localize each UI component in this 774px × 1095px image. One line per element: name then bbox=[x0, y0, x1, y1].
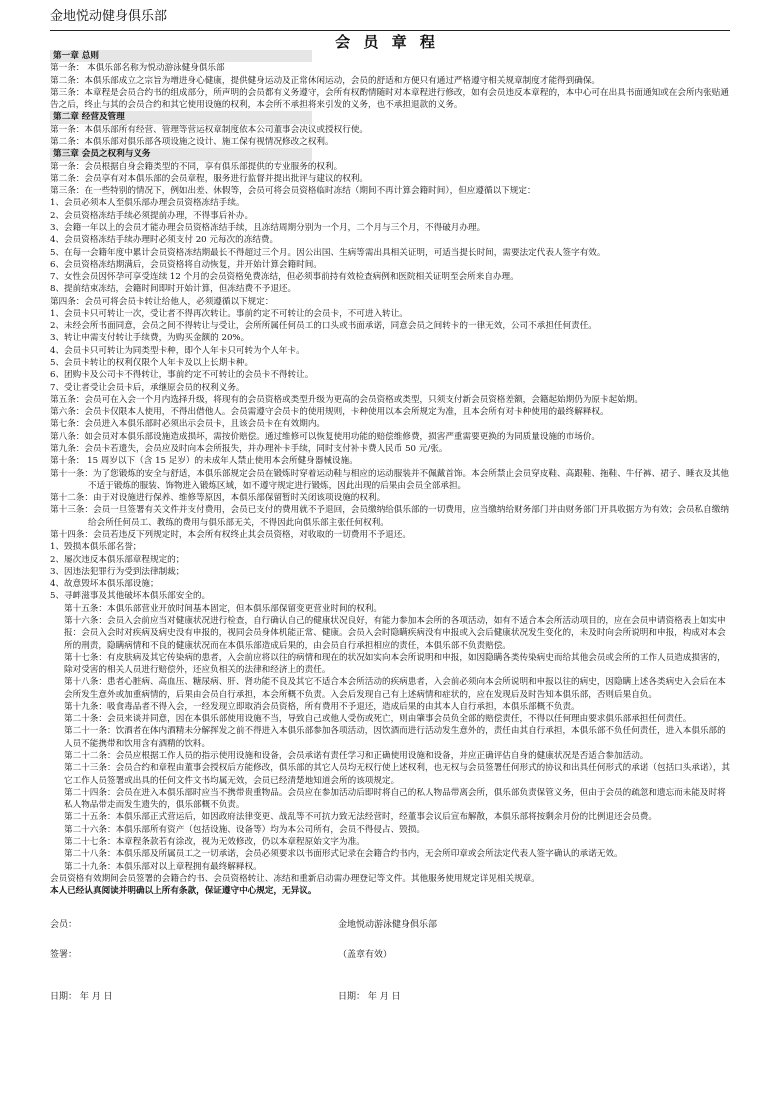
seal-note: （盖章有效） bbox=[338, 950, 393, 961]
charter-body bbox=[50, 50, 734, 1011]
clause-text: 第十五条：本俱乐部营业开放时间基本固定，但本俱乐部保留变更营业时间的权利。 bbox=[64, 603, 382, 614]
clause-text: 第二十七条：本章程条款若有涂改，视为无效修改，仍以本章程原始文字为准。 bbox=[64, 837, 365, 847]
clause-text: 第五条：会员可在入会一个月内选择升级，将现有的会员资格或类型升级为更高的会员资格或类型，只须支付新会员资格差额，会籍起始期仍为原卡起始期。 bbox=[50, 394, 643, 405]
clause-text: 第十七条：有皮肤病及其它传染病的患者，入会前应将以往的病情和现在的状况如实向本会所说明和申报，如因隐瞒各类传染病史而给其他会员或会所的工作人员造成损害的，除对受害的相关人员进行赔偿外，还应负相关的法律和经济上的责任。 bbox=[64, 652, 726, 676]
clause-text: 第二十二条：会员应根据工作人员的指示使用设施和设备，会员承诺有责任学习和正确使用设施和设备，并应正确评估自身的健康状况是否适合参加活动。 bbox=[64, 751, 649, 762]
clause-text: 4、会员资格冻结手续办理时必须支付 20 元每次的冻结费。 bbox=[50, 235, 279, 246]
sign-label: 签署： bbox=[50, 950, 78, 961]
clause-text: 第八条：如会员对本俱乐部设施造成损坏，需按价赔偿。通过维修可以恢复使用功能的赔偿维修费，损害严重需要更换的为同质量设施的市场价。 bbox=[50, 431, 601, 442]
clause-text: 4、会员卡只可转让为同类型卡种，即个人年卡只可转为个人年卡。 bbox=[50, 345, 305, 356]
member-label: 会员： bbox=[50, 920, 78, 931]
clause-text: 第七条：会员进入本俱乐部时必须出示会员卡，且该会员卡在有效期内。 bbox=[50, 419, 326, 430]
date-right: 日期： 年 月 日 bbox=[338, 992, 401, 1003]
date-left: 日期： 年 月 日 bbox=[50, 992, 113, 1003]
clause-text: 第十一条：为了您锻炼的安全与舒适，本俱乐部规定会员在锻炼时穿着运动鞋与相应的运动服装并不佩戴首饰。本会所禁止会员穿皮鞋、高跟鞋、拖鞋、牛仔裤、裙子、睡衣及其他不适于锻炼的服装、饰物进入锻炼区域，如不遵守规定进行锻炼，因此出现的后果由会员全部承担。 bbox=[50, 468, 729, 491]
clause-text: 第十二条：由于对设施进行保养、维修等原因，本俱乐部保留暂时关闭该项设施的权利。 bbox=[50, 493, 386, 504]
clause-text: 第十三条：会员一旦签署有关文件并支付费用，会员已支付的费用就不予退回，会员缴纳给俱乐部的一切费用，应当缴纳给财务部门并由财务部门开具收据方为有效；会员私自缴纳给会所任何员工、教练的费用与俱乐部无关，不得因此向俱乐部主张任何权利。 bbox=[50, 505, 729, 528]
clause-text: 2、屡次违反本俱乐部章程规定的； bbox=[50, 554, 185, 565]
clause-text: 第九条：会员卡若遗失，会员应及时向本会所报失，并办理补卡手续，同时支付补卡费人民币 50 元/张。 bbox=[50, 444, 448, 454]
charter-clauses bbox=[50, 50, 734, 897]
header-org-name: 金地悦动健身俱乐部 bbox=[50, 9, 168, 24]
clause-text: 第二十四条：会员在进入本俱乐部时应当不携带贵重物品。会员应在参加活动后即时将自己的私人物品带离会所，俱乐部负责保管义务，但由于会员的疏忽和遗忘而未能及时将私人物品带走而发生遗失的，俱乐部概不负责。 bbox=[64, 787, 726, 811]
chapter-heading: 第一章 总则 bbox=[50, 50, 312, 62]
clause-text: 3、转让申需支付转让手续费，为购买金额的 20%。 bbox=[50, 333, 250, 344]
clause-text: 第二十一条：饮酒者在体内酒精未分解挥发之前不得进入本俱乐部参加各项活动，因饮酒而进行活动发生意外的，责任由其自行承担，本俱乐部不负任何责任，进入本俱乐部的人员不能携带和饮用含有酒精的饮料。 bbox=[64, 726, 726, 749]
clause-text: 第二十九条：本俱乐部对以上章程拥有最终解释权。 bbox=[64, 861, 262, 872]
clause-text: 第一条：会员根据自身会籍类型的不同，享有俱乐部提供的专业服务的权利。 bbox=[50, 161, 343, 172]
clause-text: 3、因违法犯罪行为受到法律制裁； bbox=[50, 566, 185, 577]
club-name: 金地悦动游泳健身俱乐部 bbox=[338, 920, 438, 931]
clause-text: 第十条： 15 周岁以下（含 15 足岁）的未成年人禁止使用本会所健身器械设施。 bbox=[50, 456, 358, 467]
clause-text: 第二条：本俱乐部成立之宗旨为增进身心健康，提供健身运动及正常休闲运动，会员的舒适和方便只有通过严格遵守相关规章制度才能得到确保。 bbox=[50, 75, 601, 86]
clause-text: 第十九条：吸食毒品者不得入会，一经发现立即取消会员资格，所有费用不予退还，造成后果的由其本人自行承担，本俱乐部概不负责。 bbox=[64, 701, 580, 712]
clause-text: 5、在每一会籍年度中累计会员资格冻结期最长不得超过三个月。因公出国、生病等需出具相关证明，可适当提长时间，需要法定代表人签字有效。 bbox=[50, 247, 606, 258]
chapter-heading: 第二章 经营及管理 bbox=[50, 111, 312, 123]
clause-text: 8、提前结束冻结，会籍时间即时开始计算，但冻结费不予退还。 bbox=[50, 284, 297, 295]
clause-text: 1、会员必须本人至俱乐部办理会员资格冻结手续。 bbox=[50, 198, 245, 209]
page-header bbox=[50, 8, 730, 31]
clause-text: 6、会员资格冻结期满后，会员资格将自动恢复，并开始计算会籍时间。 bbox=[50, 259, 322, 270]
clause-text: 第三条：本章程是会员合约书的组成部分，所声明的会员都有义务遵守，会所有权酌情随时对本章程进行修改，如有会员违反本章程的，本中心可在出具书面通知或在会所内张贴通告之后，终止与其的会员合约和其它使用设施的权利，本会所不承担将来引发的义务，也不承担退款的义务。 bbox=[50, 87, 729, 111]
clause-text: 1、毁损本俱乐部名誉； bbox=[50, 542, 142, 553]
clause-text: 第十六条：会员入会前应当对健康状况进行检查，自行确认自己的健康状况良好，有能力参加本会所的各项活动，如有不适合本会所活动项目的，应在会员申请资格表上如实申报：会员入会时对疾病及病史没有申报的，视同会员身体机能正常、健康。会员入会时隐瞒疾病没有申报或入会后健康状况发生变化的，未及时向会所说明和申报，构成对本会所的刑责，隐瞒病情和不良的健康状况而在本俱乐部造成后果的，由会员自行承担相应的责任，本俱乐部不负责赔偿。 bbox=[64, 615, 726, 651]
date-area bbox=[50, 981, 734, 1011]
clause-text: 7、受让者受让会员卡后，承继原会员的权利义务。 bbox=[50, 382, 245, 393]
clause-text: 7、女性会员因怀孕可享受连续 12 个月的会员资格免费冻结，但必须事前持有效检查病例和医院相关证明至会所来自办理。 bbox=[50, 272, 519, 283]
clause-text: 2、未经会所书面同意，会员之间不得转让与受让，会所所属任何员工的口头或书面承诺，同意会员之间转卡的一律无效，公司不承担任何责任。 bbox=[50, 321, 597, 332]
document-title: 会 员 章 程 bbox=[335, 33, 439, 51]
clause-text: 第六条：会员卡仅限本人使用，不得出借他人。会员需遵守会员卡的使用规则，卡种使用以本会所规定为准，且本会所有对卡种使用的最终解释权。 bbox=[50, 407, 609, 418]
clause-text: 第二条：本俱乐部对俱乐部各项设施之设计、施工保有视情况修改之权利。 bbox=[50, 136, 334, 147]
clause-text: 第一条：本俱乐部所有经营、管理等营运权章制度依本公司董事会决议或授权行使。 bbox=[50, 124, 368, 135]
clause-text: 第二十五条：本俱乐部正式营运后，如因政府法律变更、战乱等不可抗力致无法经营时，经董事会议后宣布解散，本俱乐部将按剩余月份的比例退还会员费。 bbox=[64, 812, 657, 823]
clause-text: 第二十八条：本俱乐部及所属员工之一切承诺，会员必须要求以书面形式记录在会籍合约书内，无会所印章或会所法定代表人签字确认的承诺无效。 bbox=[64, 849, 623, 860]
clause-text: 第四条：会员可将会员卡转让给他人，必须遵循以下规定： bbox=[50, 296, 274, 307]
agreement-statement: 本人已经认真阅读并明确以上所有条款，保证遵守中心规定，无异议。 bbox=[50, 886, 317, 897]
clause-text: 第三条：在一些特别的情况下，例如出差、休假等，会员可将会员资格临时冻结（期间不再计算会籍时间），但应遵循以下规定： bbox=[50, 186, 536, 197]
clause-text: 第十四条：会员若违反下列规定时，本会所有权终止其会员资格，对收取的一切费用不予退还。 bbox=[50, 529, 411, 540]
chapter-heading: 第三章 会员之权利与义务 bbox=[50, 148, 312, 160]
clause-text: 5、寻衅滋事及其他破坏本俱乐部安全的。 bbox=[50, 591, 211, 602]
clause-text: 4、故意毁坏本俱乐部设施； bbox=[50, 579, 159, 590]
clause-text: 第二十三条：会员合约和章程由董事会授权后方能修改，俱乐部的其它人员均无权行使上述权利，也无权与会员签署任何形式的协议和出具任何形式的承诺（包括口头承诺），其它工作人员签署或出具的任何文件文书均属无效，会员已经清楚地知道会所的该项规定。 bbox=[64, 763, 731, 786]
clause-text: 第二条：会员享有对本俱乐部的会员章程，服务进行监督并提出批评与建议的权利。 bbox=[50, 173, 368, 184]
clause-text: 会员资格有效期间会员签署的会籍合约书、会员资格转让、冻结和重新启动需办理登记等文件。其他服务使用规定详见相关规章。 bbox=[50, 873, 540, 884]
clause-text: 第十八条：患者心脏病、高血压、糖尿病、肝、肾功能不良及其它不适合本会所活动的疾病患者，入会前必须向本会所说明和申报以往的病史，因隐瞒上述各类病史入会后在本会所发生意外或加重病情的，后果由会员自行承担，本会所概不负责。入会后发现自己有上述病情和症状的，应在发现后及时告知本俱乐部，否则后果自负。 bbox=[64, 677, 726, 700]
clause-text: 6、团购卡及公司卡不得转让，事前约定不可转让的会员卡不得转让。 bbox=[50, 370, 314, 381]
chapter-heading-row bbox=[50, 148, 734, 160]
clause-text: 第一条： 本俱乐部名称为悦动游泳健身俱乐部 bbox=[50, 63, 225, 74]
chapter-heading-row bbox=[50, 50, 734, 62]
clause-text: 1、会员卡只可转让一次，受让者不得再次转让。事前约定不可转让的会员卡，不可进入转让。 bbox=[50, 308, 408, 319]
signature-area bbox=[50, 897, 734, 981]
clause-text: 第二十六条：本俱乐部所有资产（包括设施、设备等）均为本公司所有，会员不得侵占、毁损。 bbox=[64, 824, 425, 835]
clause-text: 第二十条：会员来谈并同意，因在本俱乐部使用设施不当，导致自己或他人受伤或死亡，则由肇事会员负全部的赔偿责任，不得以任何理由要求俱乐部承担任何责任。 bbox=[64, 714, 692, 725]
chapter-heading-row bbox=[50, 111, 734, 123]
clause-text: 5、会员卡转让的权利仅限个人年卡及以上长期卡种。 bbox=[50, 358, 254, 369]
clause-text: 3、会籍一年以上的会员才能办理会员资格冻结手续，且冻结周期分别为一个月，二个月与三个月，不得破月办理。 bbox=[50, 222, 486, 233]
clause-text: 2、会员资格冻结手续必须提前办理，不得事后补办。 bbox=[50, 210, 254, 221]
